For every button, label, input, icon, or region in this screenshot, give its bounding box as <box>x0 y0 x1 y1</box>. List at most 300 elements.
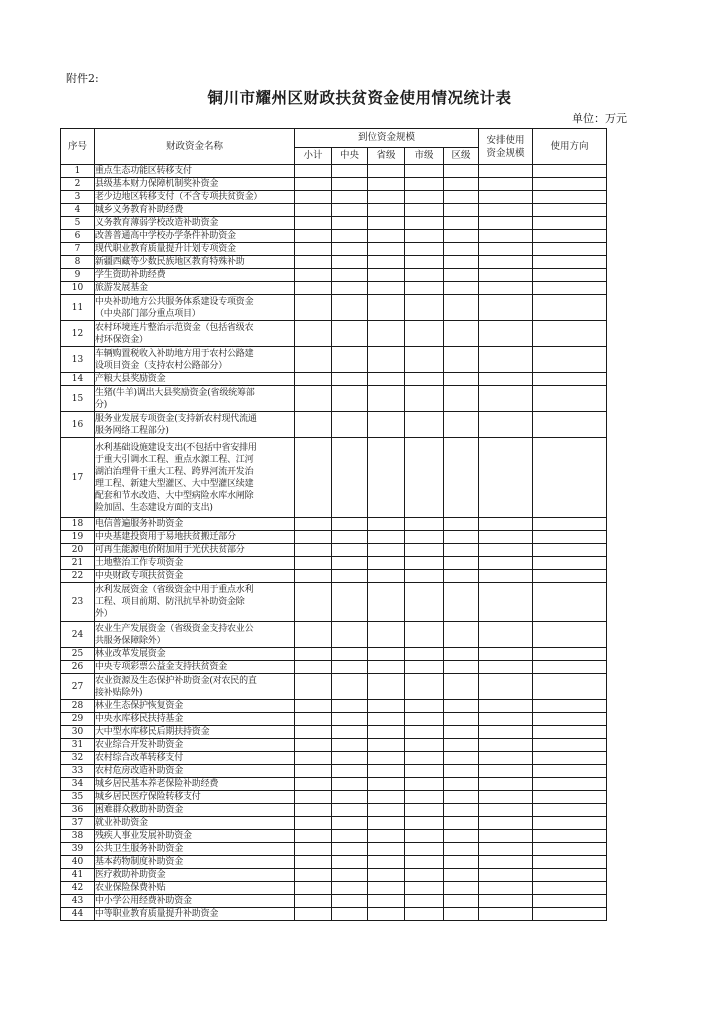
direction-cell <box>533 622 607 648</box>
municipal-cell <box>405 412 444 438</box>
subtotal-cell <box>295 373 332 386</box>
provincial-cell <box>368 217 405 230</box>
central-cell <box>332 583 368 622</box>
arranged-cell <box>479 713 533 726</box>
fund-name: 服务业发展专项资金(支持新农村现代流通 服务网络工程部分) <box>95 412 295 438</box>
district-cell <box>444 661 479 674</box>
provincial-cell <box>368 791 405 804</box>
row-number: 33 <box>61 765 95 778</box>
central-cell <box>332 804 368 817</box>
subtotal-cell <box>295 217 332 230</box>
central-cell <box>332 321 368 347</box>
table-row <box>61 217 607 230</box>
municipal-cell <box>405 386 444 412</box>
subtotal-cell <box>295 544 332 557</box>
provincial-cell <box>368 817 405 830</box>
provincial-cell <box>368 295 405 321</box>
arranged-cell <box>479 557 533 570</box>
district-cell <box>444 700 479 713</box>
row-number: 3 <box>61 191 95 204</box>
direction-cell <box>533 700 607 713</box>
subtotal-cell <box>295 648 332 661</box>
central-cell <box>332 531 368 544</box>
district-cell <box>444 713 479 726</box>
fund-name: 残疾人事业发展补助资金 <box>95 830 295 843</box>
direction-cell <box>533 583 607 622</box>
provincial-cell <box>368 882 405 895</box>
statistics-table <box>60 128 607 921</box>
direction-cell <box>533 882 607 895</box>
central-cell <box>332 856 368 869</box>
arranged-cell <box>479 282 533 295</box>
row-number: 1 <box>61 165 95 178</box>
provincial-cell <box>368 282 405 295</box>
municipal-cell <box>405 178 444 191</box>
district-cell <box>444 869 479 882</box>
table-row <box>61 570 607 583</box>
row-number: 11 <box>61 295 95 321</box>
provincial-cell <box>368 321 405 347</box>
arranged-cell <box>479 908 533 921</box>
table-row <box>61 518 607 531</box>
arranged-cell <box>479 412 533 438</box>
arranged-cell <box>479 726 533 739</box>
direction-cell <box>533 570 607 583</box>
provincial-cell <box>368 204 405 217</box>
fund-name: 电信普遍服务补助资金 <box>95 518 295 531</box>
central-cell <box>332 765 368 778</box>
header-subtotal: 小计 <box>295 148 332 165</box>
municipal-cell <box>405 856 444 869</box>
row-number: 40 <box>61 856 95 869</box>
municipal-cell <box>405 438 444 518</box>
provincial-cell <box>368 347 405 373</box>
direction-cell <box>533 817 607 830</box>
provincial-cell <box>368 544 405 557</box>
provincial-cell <box>368 243 405 256</box>
fund-name: 旅游发展基金 <box>95 282 295 295</box>
row-number: 34 <box>61 778 95 791</box>
municipal-cell <box>405 531 444 544</box>
arranged-cell <box>479 269 533 282</box>
arranged-cell <box>479 700 533 713</box>
subtotal-cell <box>295 256 332 269</box>
table-row <box>61 204 607 217</box>
direction-cell <box>533 791 607 804</box>
row-number: 28 <box>61 700 95 713</box>
district-cell <box>444 165 479 178</box>
fund-name: 改善普通高中学校办学条件补助资金 <box>95 230 295 243</box>
table-row <box>61 830 607 843</box>
municipal-cell <box>405 347 444 373</box>
table-row <box>61 778 607 791</box>
municipal-cell <box>405 256 444 269</box>
direction-cell <box>533 739 607 752</box>
arranged-cell <box>479 243 533 256</box>
arranged-cell <box>479 791 533 804</box>
table-row <box>61 674 607 700</box>
arranged-cell <box>479 438 533 518</box>
central-cell <box>332 869 368 882</box>
municipal-cell <box>405 843 444 856</box>
direction-cell <box>533 518 607 531</box>
municipal-cell <box>405 269 444 282</box>
direction-cell <box>533 295 607 321</box>
direction-cell <box>533 830 607 843</box>
central-cell <box>332 778 368 791</box>
municipal-cell <box>405 882 444 895</box>
arranged-cell <box>479 674 533 700</box>
fund-name: 基本药物制度补助资金 <box>95 856 295 869</box>
municipal-cell <box>405 739 444 752</box>
subtotal-cell <box>295 869 332 882</box>
arranged-cell <box>479 295 533 321</box>
table-row <box>61 191 607 204</box>
table-row <box>61 804 607 817</box>
central-cell <box>332 544 368 557</box>
municipal-cell <box>405 165 444 178</box>
subtotal-cell <box>295 412 332 438</box>
district-cell <box>444 674 479 700</box>
fund-name: 中央水库移民扶持基金 <box>95 713 295 726</box>
direction-cell <box>533 765 607 778</box>
subtotal-cell <box>295 674 332 700</box>
table-row <box>61 256 607 269</box>
central-cell <box>332 674 368 700</box>
row-number: 41 <box>61 869 95 882</box>
subtotal-cell <box>295 243 332 256</box>
row-number: 7 <box>61 243 95 256</box>
table-row <box>61 412 607 438</box>
row-number: 29 <box>61 713 95 726</box>
direction-cell <box>533 386 607 412</box>
page-title: 铜川市耀州区财政扶贫资金使用情况统计表 <box>207 88 512 107</box>
row-number: 22 <box>61 570 95 583</box>
central-cell <box>332 622 368 648</box>
fund-name: 义务教育薄弱学校改造补助资金 <box>95 217 295 230</box>
provincial-cell <box>368 856 405 869</box>
provincial-cell <box>368 843 405 856</box>
fund-name: 农村环境连片整治示范资金（包括省级农 村环保资金） <box>95 321 295 347</box>
arranged-cell <box>479 622 533 648</box>
subtotal-cell <box>295 726 332 739</box>
direction-cell <box>533 856 607 869</box>
table-row <box>61 661 607 674</box>
arranged-cell <box>479 230 533 243</box>
table-body <box>61 165 607 921</box>
provincial-cell <box>368 531 405 544</box>
arranged-cell <box>479 321 533 347</box>
row-number: 32 <box>61 752 95 765</box>
district-cell <box>444 791 479 804</box>
district-cell <box>444 648 479 661</box>
table-row <box>61 583 607 622</box>
subtotal-cell <box>295 882 332 895</box>
district-cell <box>444 269 479 282</box>
fund-name: 公共卫生服务补助资金 <box>95 843 295 856</box>
subtotal-cell <box>295 204 332 217</box>
arranged-cell <box>479 804 533 817</box>
fund-name: 学生资助补助经费 <box>95 269 295 282</box>
fund-name: 城乡居民基本养老保险补助经费 <box>95 778 295 791</box>
provincial-cell <box>368 557 405 570</box>
fund-name: 生猪(牛羊)调出大县奖励资金(省级统筹部 分) <box>95 386 295 412</box>
direction-cell <box>533 178 607 191</box>
municipal-cell <box>405 217 444 230</box>
district-cell <box>444 217 479 230</box>
provincial-cell <box>368 869 405 882</box>
provincial-cell <box>368 752 405 765</box>
direction-cell <box>533 752 607 765</box>
central-cell <box>332 700 368 713</box>
arranged-cell <box>479 347 533 373</box>
provincial-cell <box>368 269 405 282</box>
central-cell <box>332 295 368 321</box>
district-cell <box>444 412 479 438</box>
provincial-cell <box>368 518 405 531</box>
central-cell <box>332 817 368 830</box>
municipal-cell <box>405 726 444 739</box>
municipal-cell <box>405 752 444 765</box>
table-row <box>61 295 607 321</box>
district-cell <box>444 321 479 347</box>
municipal-cell <box>405 295 444 321</box>
municipal-cell <box>405 830 444 843</box>
header-district: 区级 <box>444 148 479 165</box>
central-cell <box>332 791 368 804</box>
municipal-cell <box>405 570 444 583</box>
table-row <box>61 869 607 882</box>
direction-cell <box>533 726 607 739</box>
table-row <box>61 895 607 908</box>
header-name: 财政资金名称 <box>95 129 295 165</box>
direction-cell <box>533 544 607 557</box>
table-row <box>61 544 607 557</box>
subtotal-cell <box>295 895 332 908</box>
fund-name: 就业补助资金 <box>95 817 295 830</box>
arranged-cell <box>479 531 533 544</box>
row-number: 37 <box>61 817 95 830</box>
provincial-cell <box>368 438 405 518</box>
fund-name: 林业改革发展资金 <box>95 648 295 661</box>
provincial-cell <box>368 373 405 386</box>
fund-name: 中央财政专项扶贫资金 <box>95 570 295 583</box>
municipal-cell <box>405 243 444 256</box>
fund-name: 中小学公用经费补助资金 <box>95 895 295 908</box>
subtotal-cell <box>295 817 332 830</box>
direction-cell <box>533 843 607 856</box>
row-number: 35 <box>61 791 95 804</box>
table-row <box>61 269 607 282</box>
row-number: 43 <box>61 895 95 908</box>
fund-name: 车辆购置税收入补助地方用于农村公路建 设项目资金（支持农村公路部分） <box>95 347 295 373</box>
central-cell <box>332 217 368 230</box>
row-number: 31 <box>61 739 95 752</box>
direction-cell <box>533 869 607 882</box>
row-number: 13 <box>61 347 95 373</box>
fund-name: 医疗救助补助资金 <box>95 869 295 882</box>
provincial-cell <box>368 830 405 843</box>
row-number: 18 <box>61 518 95 531</box>
arranged-cell <box>479 830 533 843</box>
provincial-cell <box>368 648 405 661</box>
central-cell <box>332 752 368 765</box>
table-row <box>61 622 607 648</box>
arranged-cell <box>479 869 533 882</box>
subtotal-cell <box>295 778 332 791</box>
central-cell <box>332 412 368 438</box>
arranged-cell <box>479 191 533 204</box>
district-cell <box>444 843 479 856</box>
subtotal-cell <box>295 178 332 191</box>
table-row <box>61 230 607 243</box>
direction-cell <box>533 282 607 295</box>
row-number: 21 <box>61 557 95 570</box>
subtotal-cell <box>295 765 332 778</box>
central-cell <box>332 843 368 856</box>
fund-name: 中央补助地方公共服务体系建设专项资金 （中央部门部分重点项目） <box>95 295 295 321</box>
direction-cell <box>533 438 607 518</box>
fund-name: 农业综合开发补助资金 <box>95 739 295 752</box>
municipal-cell <box>405 791 444 804</box>
central-cell <box>332 726 368 739</box>
header-municipal: 市级 <box>405 148 444 165</box>
subtotal-cell <box>295 438 332 518</box>
fund-name: 中央基建投资用于易地扶贫搬迁部分 <box>95 531 295 544</box>
district-cell <box>444 726 479 739</box>
arranged-cell <box>479 204 533 217</box>
provincial-cell <box>368 178 405 191</box>
fund-name: 县级基本财力保障机制奖补资金 <box>95 178 295 191</box>
district-cell <box>444 282 479 295</box>
fund-name: 城乡义务教育补助经费 <box>95 204 295 217</box>
direction-cell <box>533 269 607 282</box>
municipal-cell <box>405 661 444 674</box>
row-number: 30 <box>61 726 95 739</box>
central-cell <box>332 386 368 412</box>
table-row <box>61 791 607 804</box>
subtotal-cell <box>295 557 332 570</box>
direction-cell <box>533 557 607 570</box>
subtotal-cell <box>295 791 332 804</box>
arranged-cell <box>479 386 533 412</box>
central-cell <box>332 518 368 531</box>
direction-cell <box>533 165 607 178</box>
municipal-cell <box>405 230 444 243</box>
row-number: 38 <box>61 830 95 843</box>
subtotal-cell <box>295 531 332 544</box>
row-number: 8 <box>61 256 95 269</box>
provincial-cell <box>368 256 405 269</box>
row-number: 39 <box>61 843 95 856</box>
district-cell <box>444 778 479 791</box>
district-cell <box>444 373 479 386</box>
district-cell <box>444 518 479 531</box>
fund-name: 老少边地区转移支付（不含专项扶贫资金） <box>95 191 295 204</box>
direction-cell <box>533 778 607 791</box>
subtotal-cell <box>295 269 332 282</box>
row-number: 26 <box>61 661 95 674</box>
municipal-cell <box>405 700 444 713</box>
provincial-cell <box>368 908 405 921</box>
provincial-cell <box>368 165 405 178</box>
table-row <box>61 648 607 661</box>
district-cell <box>444 856 479 869</box>
fund-name: 农业保险保费补贴 <box>95 882 295 895</box>
arranged-cell <box>479 752 533 765</box>
central-cell <box>332 204 368 217</box>
municipal-cell <box>405 191 444 204</box>
table-row <box>61 557 607 570</box>
direction-cell <box>533 412 607 438</box>
district-cell <box>444 830 479 843</box>
provincial-cell <box>368 191 405 204</box>
central-cell <box>332 256 368 269</box>
arranged-cell <box>479 178 533 191</box>
central-cell <box>332 739 368 752</box>
fund-name: 土地整治工作专项资金 <box>95 557 295 570</box>
arranged-cell <box>479 661 533 674</box>
municipal-cell <box>405 321 444 347</box>
direction-cell <box>533 661 607 674</box>
provincial-cell <box>368 765 405 778</box>
subtotal-cell <box>295 856 332 869</box>
row-number: 27 <box>61 674 95 700</box>
row-number: 23 <box>61 583 95 622</box>
district-cell <box>444 438 479 518</box>
subtotal-cell <box>295 700 332 713</box>
subtotal-cell <box>295 908 332 921</box>
subtotal-cell <box>295 843 332 856</box>
arranged-cell <box>479 895 533 908</box>
arranged-cell <box>479 256 533 269</box>
district-cell <box>444 817 479 830</box>
provincial-cell <box>368 583 405 622</box>
direction-cell <box>533 895 607 908</box>
provincial-cell <box>368 570 405 583</box>
table-row <box>61 739 607 752</box>
district-cell <box>444 544 479 557</box>
unit-label: 单位：万元 <box>572 112 627 125</box>
provincial-cell <box>368 674 405 700</box>
fund-name: 水利发展资金（省级资金中用于重点水利 工程、项目前期、防汛抗旱补助资金除 外） <box>95 583 295 622</box>
header-no: 序号 <box>61 129 95 165</box>
municipal-cell <box>405 869 444 882</box>
direction-cell <box>533 191 607 204</box>
municipal-cell <box>405 518 444 531</box>
district-cell <box>444 347 479 373</box>
municipal-cell <box>405 713 444 726</box>
subtotal-cell <box>295 191 332 204</box>
arranged-cell <box>479 765 533 778</box>
direction-cell <box>533 531 607 544</box>
central-cell <box>332 661 368 674</box>
arranged-cell <box>479 856 533 869</box>
subtotal-cell <box>295 570 332 583</box>
fund-name: 农村综合改革转移支付 <box>95 752 295 765</box>
subtotal-cell <box>295 386 332 412</box>
row-number: 5 <box>61 217 95 230</box>
row-number: 25 <box>61 648 95 661</box>
table-row <box>61 243 607 256</box>
arranged-cell <box>479 570 533 583</box>
subtotal-cell <box>295 518 332 531</box>
subtotal-cell <box>295 830 332 843</box>
arranged-cell <box>479 373 533 386</box>
row-number: 4 <box>61 204 95 217</box>
district-cell <box>444 622 479 648</box>
table-row <box>61 908 607 921</box>
